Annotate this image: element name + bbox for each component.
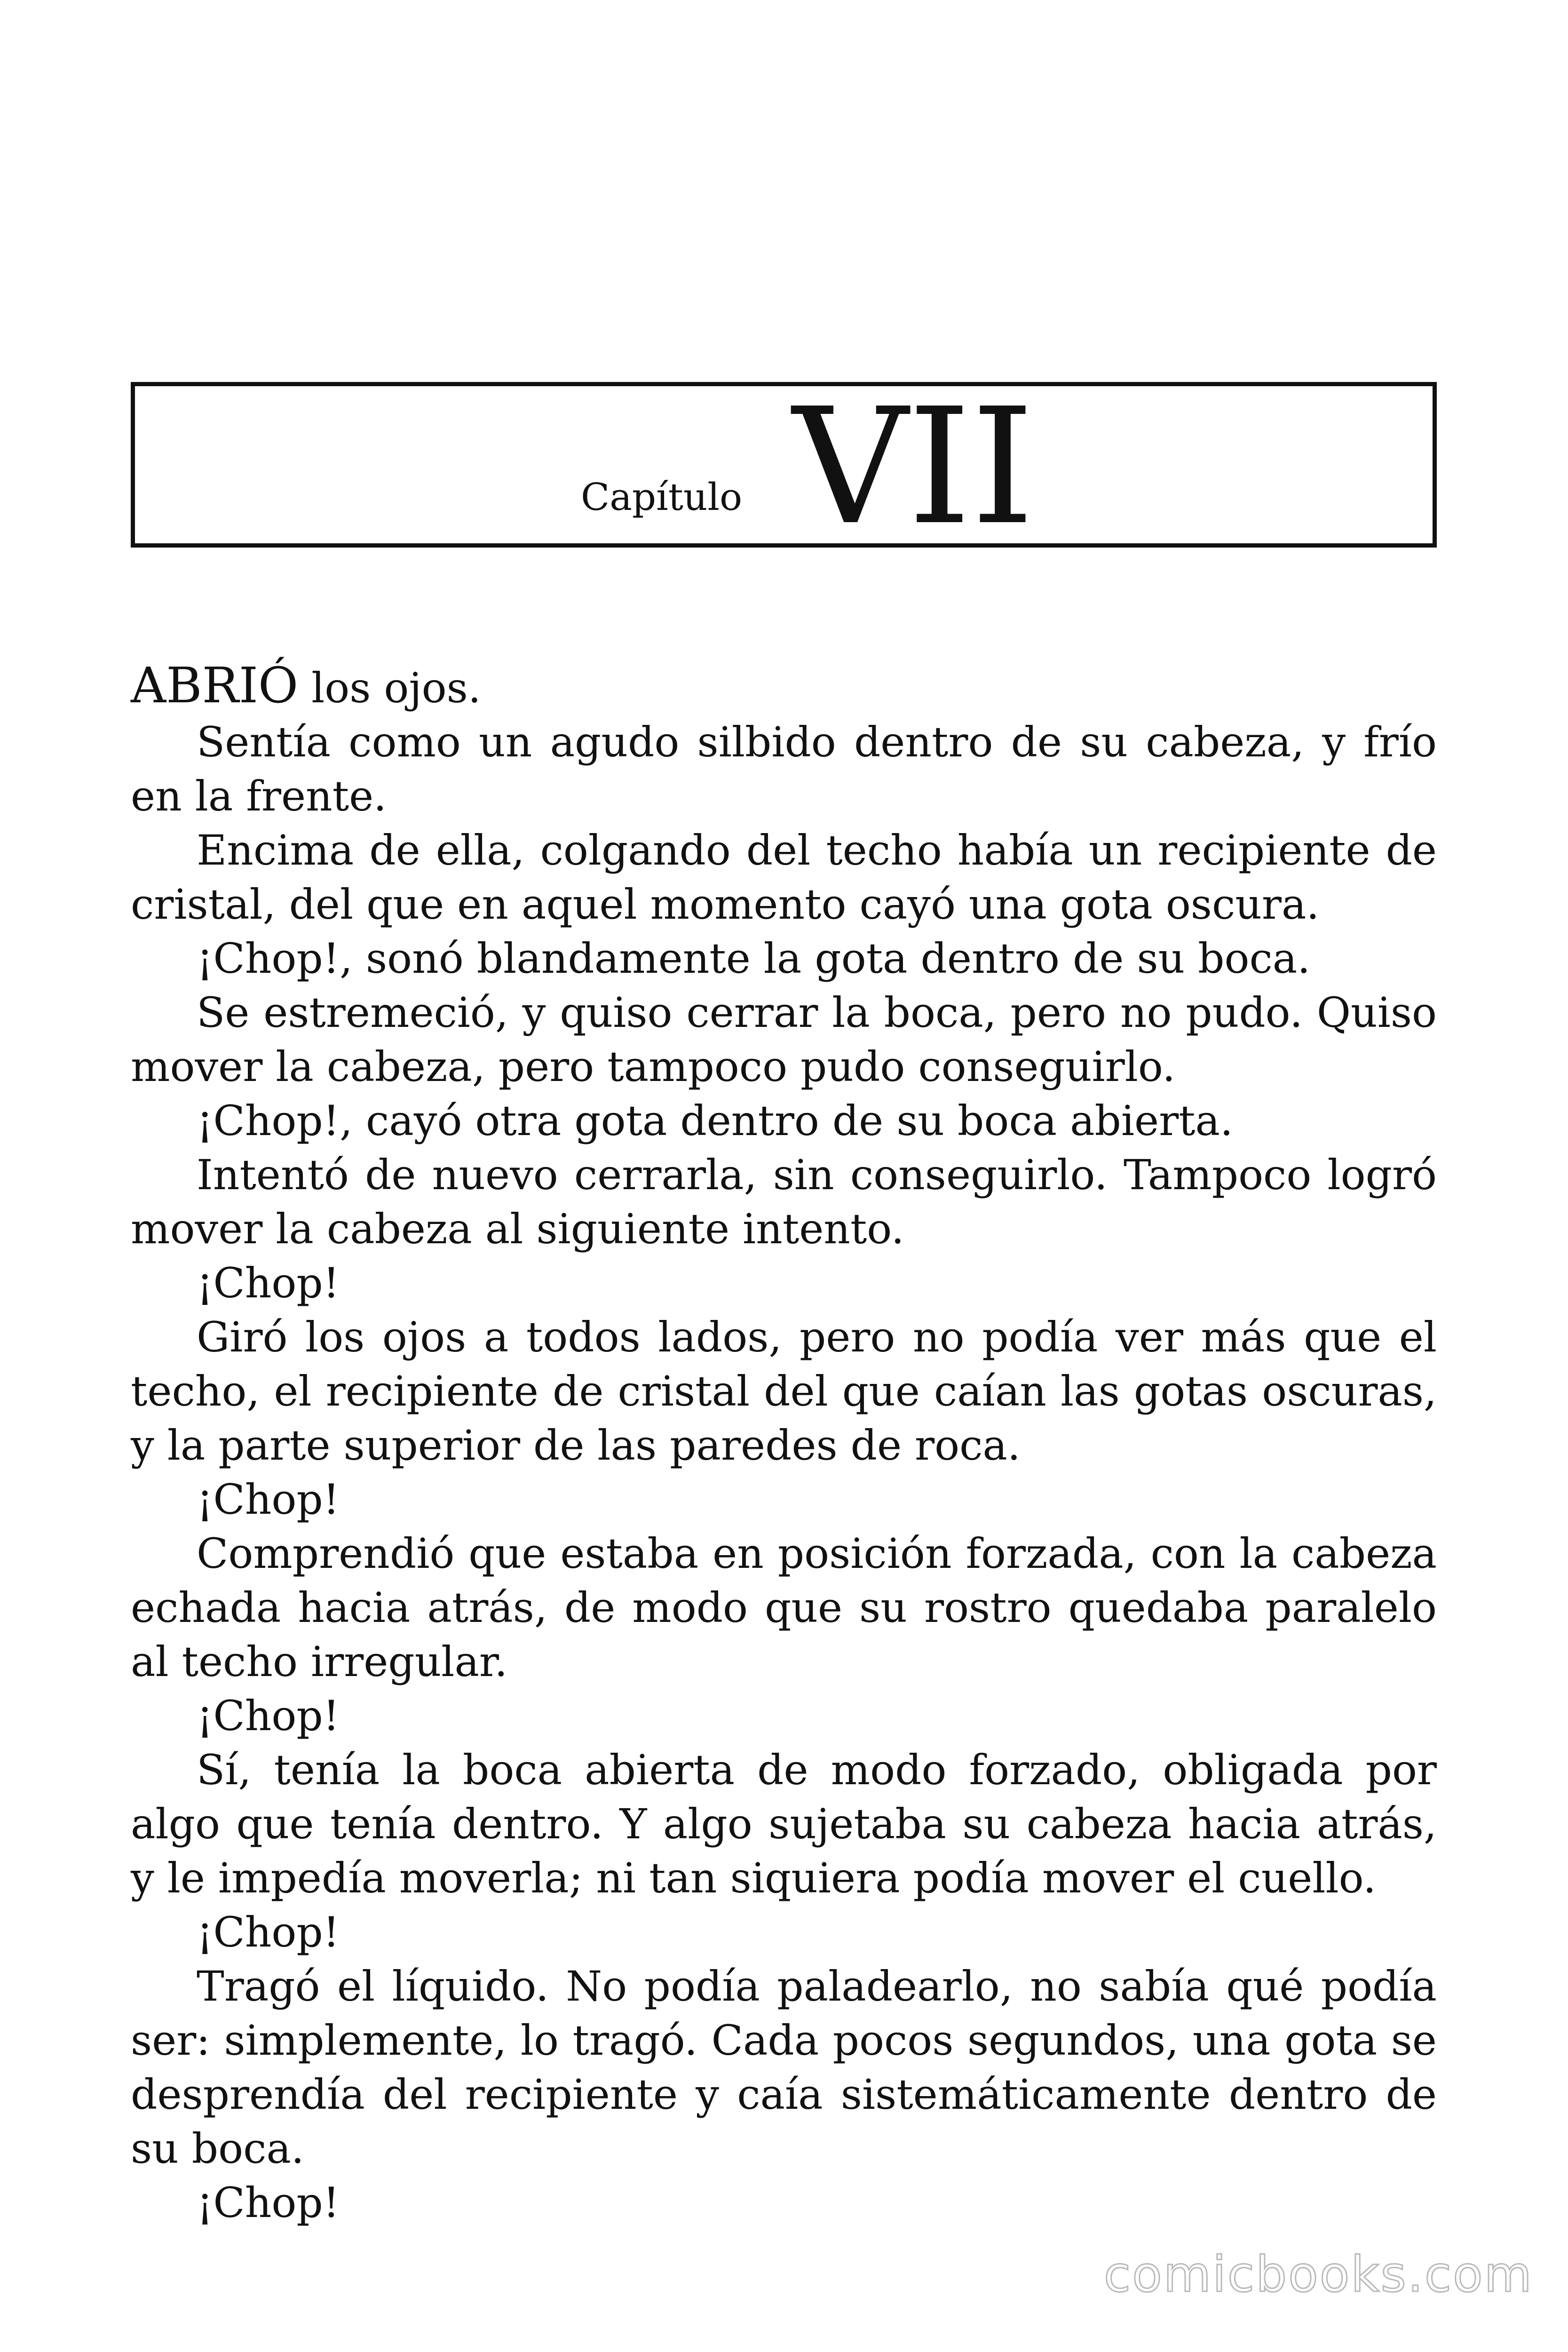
paragraph: Sí, tenía la boca abierta de modo forzado, obligada por algo que tenía dentro. Y algo sujetaba su cabeza hacia atrás, y le impedía moverla; ni tan siquiera podía mover el cuello. xyxy=(131,1746,1437,1902)
paragraph: Se estremeció, y quiso cerrar la boca, pero no pudo. Quiso mover la cabeza, pero tampoco pudo conseguirlo. xyxy=(131,988,1437,1091)
chapter-body xyxy=(131,659,1437,2230)
paragraph-opening xyxy=(131,659,1437,715)
paragraph: ¡Chop! xyxy=(197,2178,340,2227)
paragraph: Sentía como un agudo silbido dentro de su cabeza, y frío en la frente. xyxy=(131,718,1437,820)
paragraph: Intentó de nuevo cerrarla, sin conseguirlo. Tampoco logró mover la cabeza al siguiente intento. xyxy=(131,1151,1437,1253)
paragraph: Comprendió que estaba en posición forzada, con la cabeza echada hacia atrás, de modo que su rostro quedaba paralelo al techo irregular. xyxy=(131,1529,1437,1686)
opening-rest: los ojos. xyxy=(298,664,481,712)
chapter-heading-box xyxy=(131,374,1437,560)
chapter-number: VII xyxy=(792,374,1035,560)
paragraph: ¡Chop! xyxy=(197,1259,340,1307)
paragraph: Tragó el líquido. No podía paladearlo, no sabía qué podía ser: simplemente, lo tragó. Cada pocos segundos, una gota se desprendía del recipiente y caía sistemáticamente dentro de su boca. xyxy=(131,1962,1437,2173)
opening-word: ABRIÓ xyxy=(131,657,299,714)
paragraph: ¡Chop! xyxy=(197,1475,340,1524)
paragraph: ¡Chop!, cayó otra gota dentro de su boca abierta. xyxy=(197,1097,1233,1145)
chapter-label: Capítulo xyxy=(581,475,743,519)
paragraph: ¡Chop! xyxy=(197,1908,340,1956)
paragraph: Giró los ojos a todos lados, pero no podía ver más que el techo, el recipiente de cristal del que caían las gotas oscuras, y la parte superior de las paredes de roca. xyxy=(131,1313,1437,1470)
paragraph: ¡Chop! xyxy=(197,1692,340,1740)
paragraph: Encima de ella, colgando del techo había un recipiente de cristal, del que en aquel momento cayó una gota oscura. xyxy=(131,826,1437,929)
paragraph: ¡Chop!, sonó blandamente la gota dentro de su boca. xyxy=(197,934,1311,983)
watermark: comicbooks.com xyxy=(1103,2246,1533,2303)
